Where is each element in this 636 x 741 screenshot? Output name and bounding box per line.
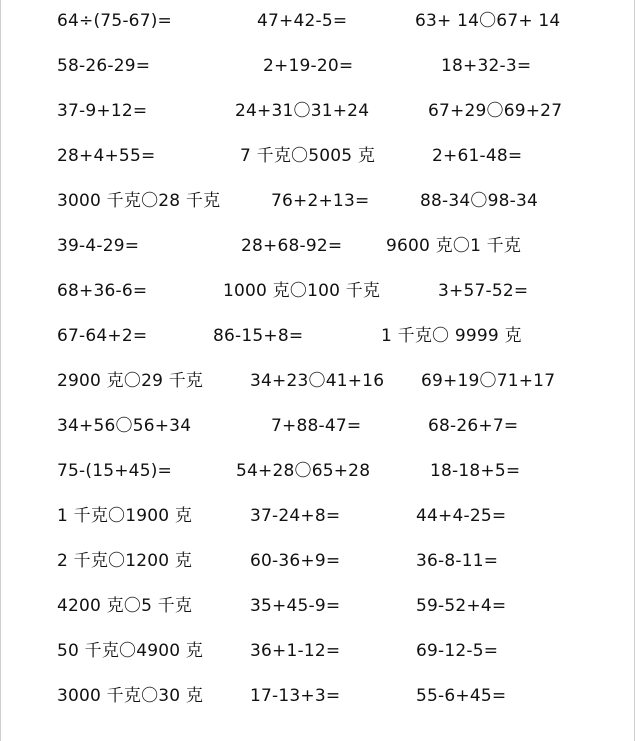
problem-row <box>0 51 636 81</box>
problem-left: 4200 克〇5 千克 <box>57 596 193 616</box>
problem-left: 64÷(75-67)= <box>57 11 172 31</box>
problem-middle: 54+28〇65+28 <box>236 461 371 481</box>
problem-middle: 37-24+8= <box>250 506 341 526</box>
problem-right: 2+61-48= <box>432 146 523 166</box>
problem-right: 55-6+45= <box>416 686 507 706</box>
problem-middle: 35+45-9= <box>250 596 341 616</box>
problem-row <box>0 231 636 261</box>
problem-row <box>0 276 636 306</box>
problem-row <box>0 636 636 666</box>
problem-middle: 2+19-20= <box>263 56 354 76</box>
problem-middle: 7+88-47= <box>271 416 362 436</box>
problem-left: 68+36-6= <box>57 281 148 301</box>
problem-left: 75-(15+45)= <box>57 461 172 481</box>
problem-left: 39-4-29= <box>57 236 140 256</box>
problem-middle: 36+1-12= <box>250 641 341 661</box>
problem-row <box>0 6 636 36</box>
problem-right: 18-18+5= <box>430 461 521 481</box>
problem-row <box>0 321 636 351</box>
problem-left: 1 千克〇1900 克 <box>57 506 193 526</box>
problem-row <box>0 96 636 126</box>
problem-row <box>0 411 636 441</box>
problem-right: 9600 克〇1 千克 <box>386 236 522 256</box>
problem-left: 2 千克〇1200 克 <box>57 551 193 571</box>
problem-row <box>0 591 636 621</box>
problem-row <box>0 546 636 576</box>
problem-middle: 28+68-92= <box>241 236 343 256</box>
problem-right: 69-12-5= <box>416 641 499 661</box>
problem-left: 50 千克〇4900 克 <box>57 641 204 661</box>
problem-row <box>0 501 636 531</box>
problem-middle: 60-36+9= <box>250 551 341 571</box>
problem-right: 68-26+7= <box>428 416 519 436</box>
problem-left: 67-64+2= <box>57 326 148 346</box>
problem-row <box>0 456 636 486</box>
problem-left: 37-9+12= <box>57 101 148 121</box>
problem-right: 69+19〇71+17 <box>421 371 556 391</box>
problem-left: 3000 千克〇30 克 <box>57 686 204 706</box>
problem-row <box>0 366 636 396</box>
problem-left: 3000 千克〇28 千克 <box>57 191 221 211</box>
problem-left: 28+4+55= <box>57 146 156 166</box>
problem-middle: 86-15+8= <box>213 326 304 346</box>
problem-right: 3+57-52= <box>438 281 529 301</box>
problem-left: 2900 克〇29 千克 <box>57 371 204 391</box>
problem-right: 88-34〇98-34 <box>420 191 538 211</box>
problem-right: 18+32-3= <box>441 56 532 76</box>
problem-right: 59-52+4= <box>416 596 507 616</box>
problem-row <box>0 681 636 711</box>
problem-right: 63+ 14〇67+ 14 <box>415 11 561 31</box>
problem-middle: 1000 克〇100 千克 <box>223 281 381 301</box>
problem-middle: 17-13+3= <box>250 686 341 706</box>
problem-row <box>0 141 636 171</box>
problem-right: 36-8-11= <box>416 551 499 571</box>
problem-right: 67+29〇69+27 <box>428 101 563 121</box>
problem-row <box>0 186 636 216</box>
problem-left: 34+56〇56+34 <box>57 416 192 436</box>
problem-middle: 24+31〇31+24 <box>235 101 370 121</box>
problem-left: 58-26-29= <box>57 56 151 76</box>
problem-middle: 47+42-5= <box>257 11 348 31</box>
problem-middle: 34+23〇41+16 <box>250 371 385 391</box>
problem-middle: 76+2+13= <box>271 191 370 211</box>
problem-right: 1 千克〇 9999 克 <box>381 326 522 346</box>
problem-right: 44+4-25= <box>416 506 507 526</box>
problem-middle: 7 千克〇5005 克 <box>240 146 376 166</box>
